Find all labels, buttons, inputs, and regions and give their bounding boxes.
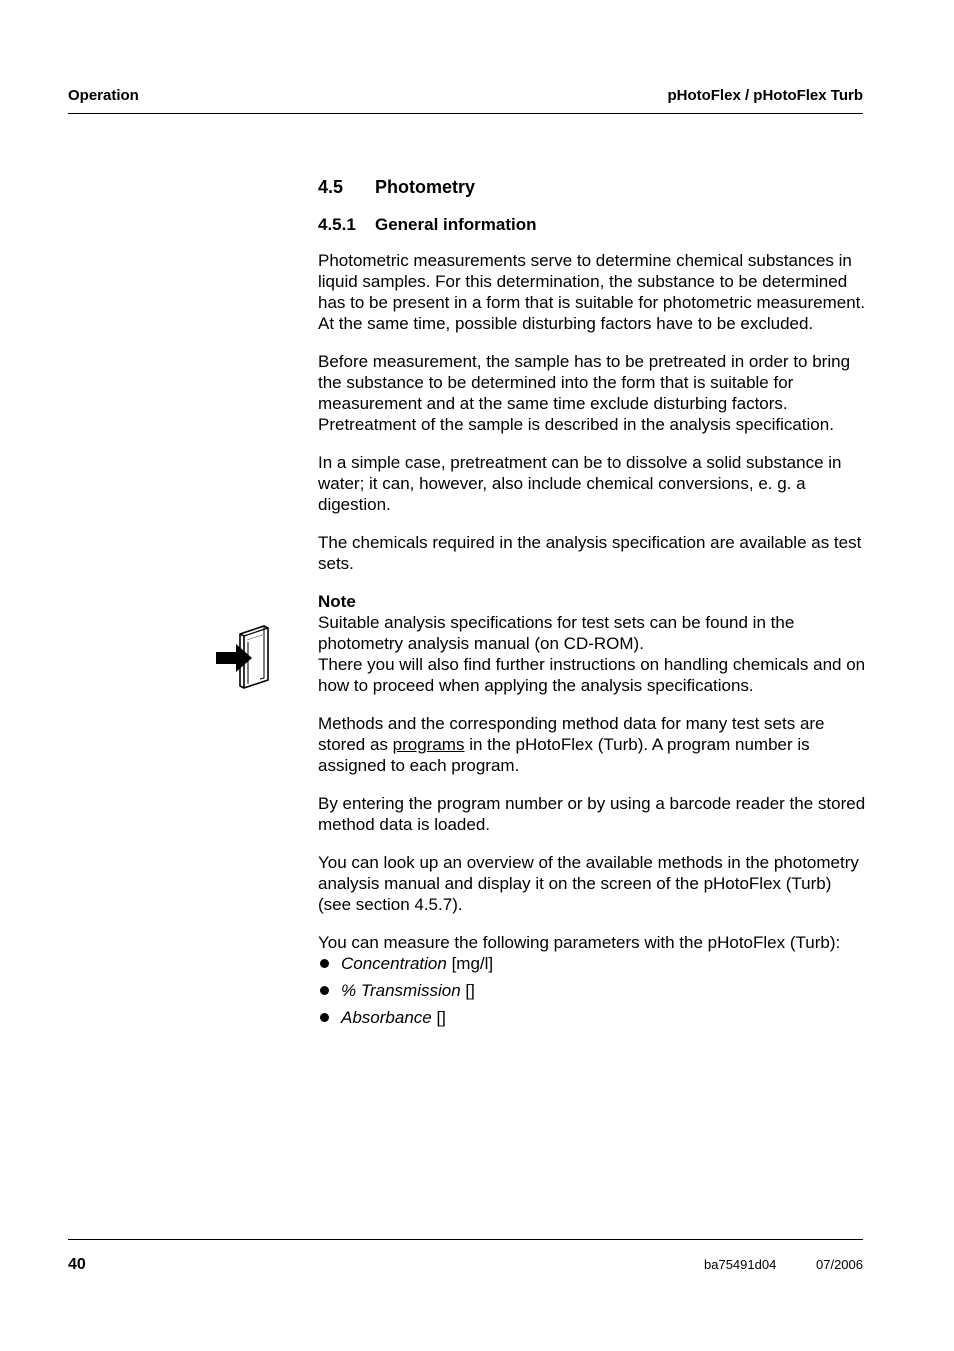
manual-reference-icon xyxy=(214,622,272,690)
params-intro: You can measure the following parameters with the pHotoFlex (Turb): xyxy=(318,933,841,952)
programs-link[interactable]: programs xyxy=(392,735,465,754)
note-block xyxy=(318,591,866,696)
paragraph-test-sets: The chemicals required in the analysis specification are available as test sets. xyxy=(318,533,862,573)
footer-rule xyxy=(68,1239,863,1240)
note-line-1: Suitable analysis specifications for test sets can be found in the photometry analysis manual (on CD-ROM). xyxy=(318,613,795,653)
parameter-list xyxy=(318,953,866,1028)
section-number: 4.5 xyxy=(318,177,344,197)
methods-text-before: Methods and the corresponding method data for many test sets are stored as xyxy=(318,714,825,754)
paragraph-program-number: By entering the program number or by using a barcode reader the stored method data is loaded. xyxy=(318,794,866,834)
param-unit: [] xyxy=(431,1008,446,1027)
note-title: Note xyxy=(318,592,356,611)
param-unit: [] xyxy=(460,981,475,1000)
methods-text-after: in the pHotoFlex (Turb). A program number is assigned to each program. xyxy=(318,735,810,775)
section-title: Photometry xyxy=(375,177,476,197)
paragraph-intro: Photometric measurements serve to determine chemical substances in liquid samples. For this determination, the substance to be determined has to be present in a form that is suitable for photometric measurement. At the same time, possible disturbing factors have to be excluded. xyxy=(318,251,866,333)
running-header-product: pHotoFlex / pHotoFlex Turb xyxy=(667,87,863,104)
document-date: 07/2006 xyxy=(816,1257,863,1272)
header-rule xyxy=(68,113,863,114)
list-item xyxy=(318,1007,866,1028)
paragraph-pretreatment: Before measurement, the sample has to be pretreated in order to bring the substance to be determined into the form that is suitable for measurement and at the same time exclude disturbing factors. Pretreatment of the sample is described in the analysis specification. xyxy=(318,352,851,434)
list-item xyxy=(318,980,866,1001)
bullet-icon xyxy=(320,986,329,995)
note-line-2: There you will also find further instructions on handling chemicals and on how to proceed when applying the analysis specifications. xyxy=(318,655,866,695)
bullet-icon xyxy=(320,1013,329,1022)
running-header-chapter: Operation xyxy=(68,87,139,104)
param-name: Concentration xyxy=(341,954,447,973)
param-name: % Transmission xyxy=(341,981,461,1000)
document-id: ba75491d04 xyxy=(704,1257,777,1272)
param-name: Absorbance xyxy=(341,1008,432,1027)
param-unit: [mg/l] xyxy=(446,954,494,973)
subsection-heading xyxy=(318,214,866,235)
paragraph-methods xyxy=(318,713,866,776)
subsection-title: General information xyxy=(375,215,537,234)
subsection-number: 4.5.1 xyxy=(318,215,356,234)
paragraph-overview: You can look up an overview of the available methods in the photometry analysis manual and display it on the screen of the pHotoFlex (Turb) (see section 4.5.7). xyxy=(318,853,859,914)
section-heading xyxy=(318,176,866,198)
page-number: 40 xyxy=(68,1256,86,1273)
main-content xyxy=(318,176,866,1034)
bullet-icon xyxy=(320,959,329,968)
paragraph-simple-case: In a simple case, pretreatment can be to dissolve a solid substance in water; it can, however, also include chemical conversions, e. g. a digestion. xyxy=(318,453,842,514)
list-item xyxy=(318,953,866,974)
